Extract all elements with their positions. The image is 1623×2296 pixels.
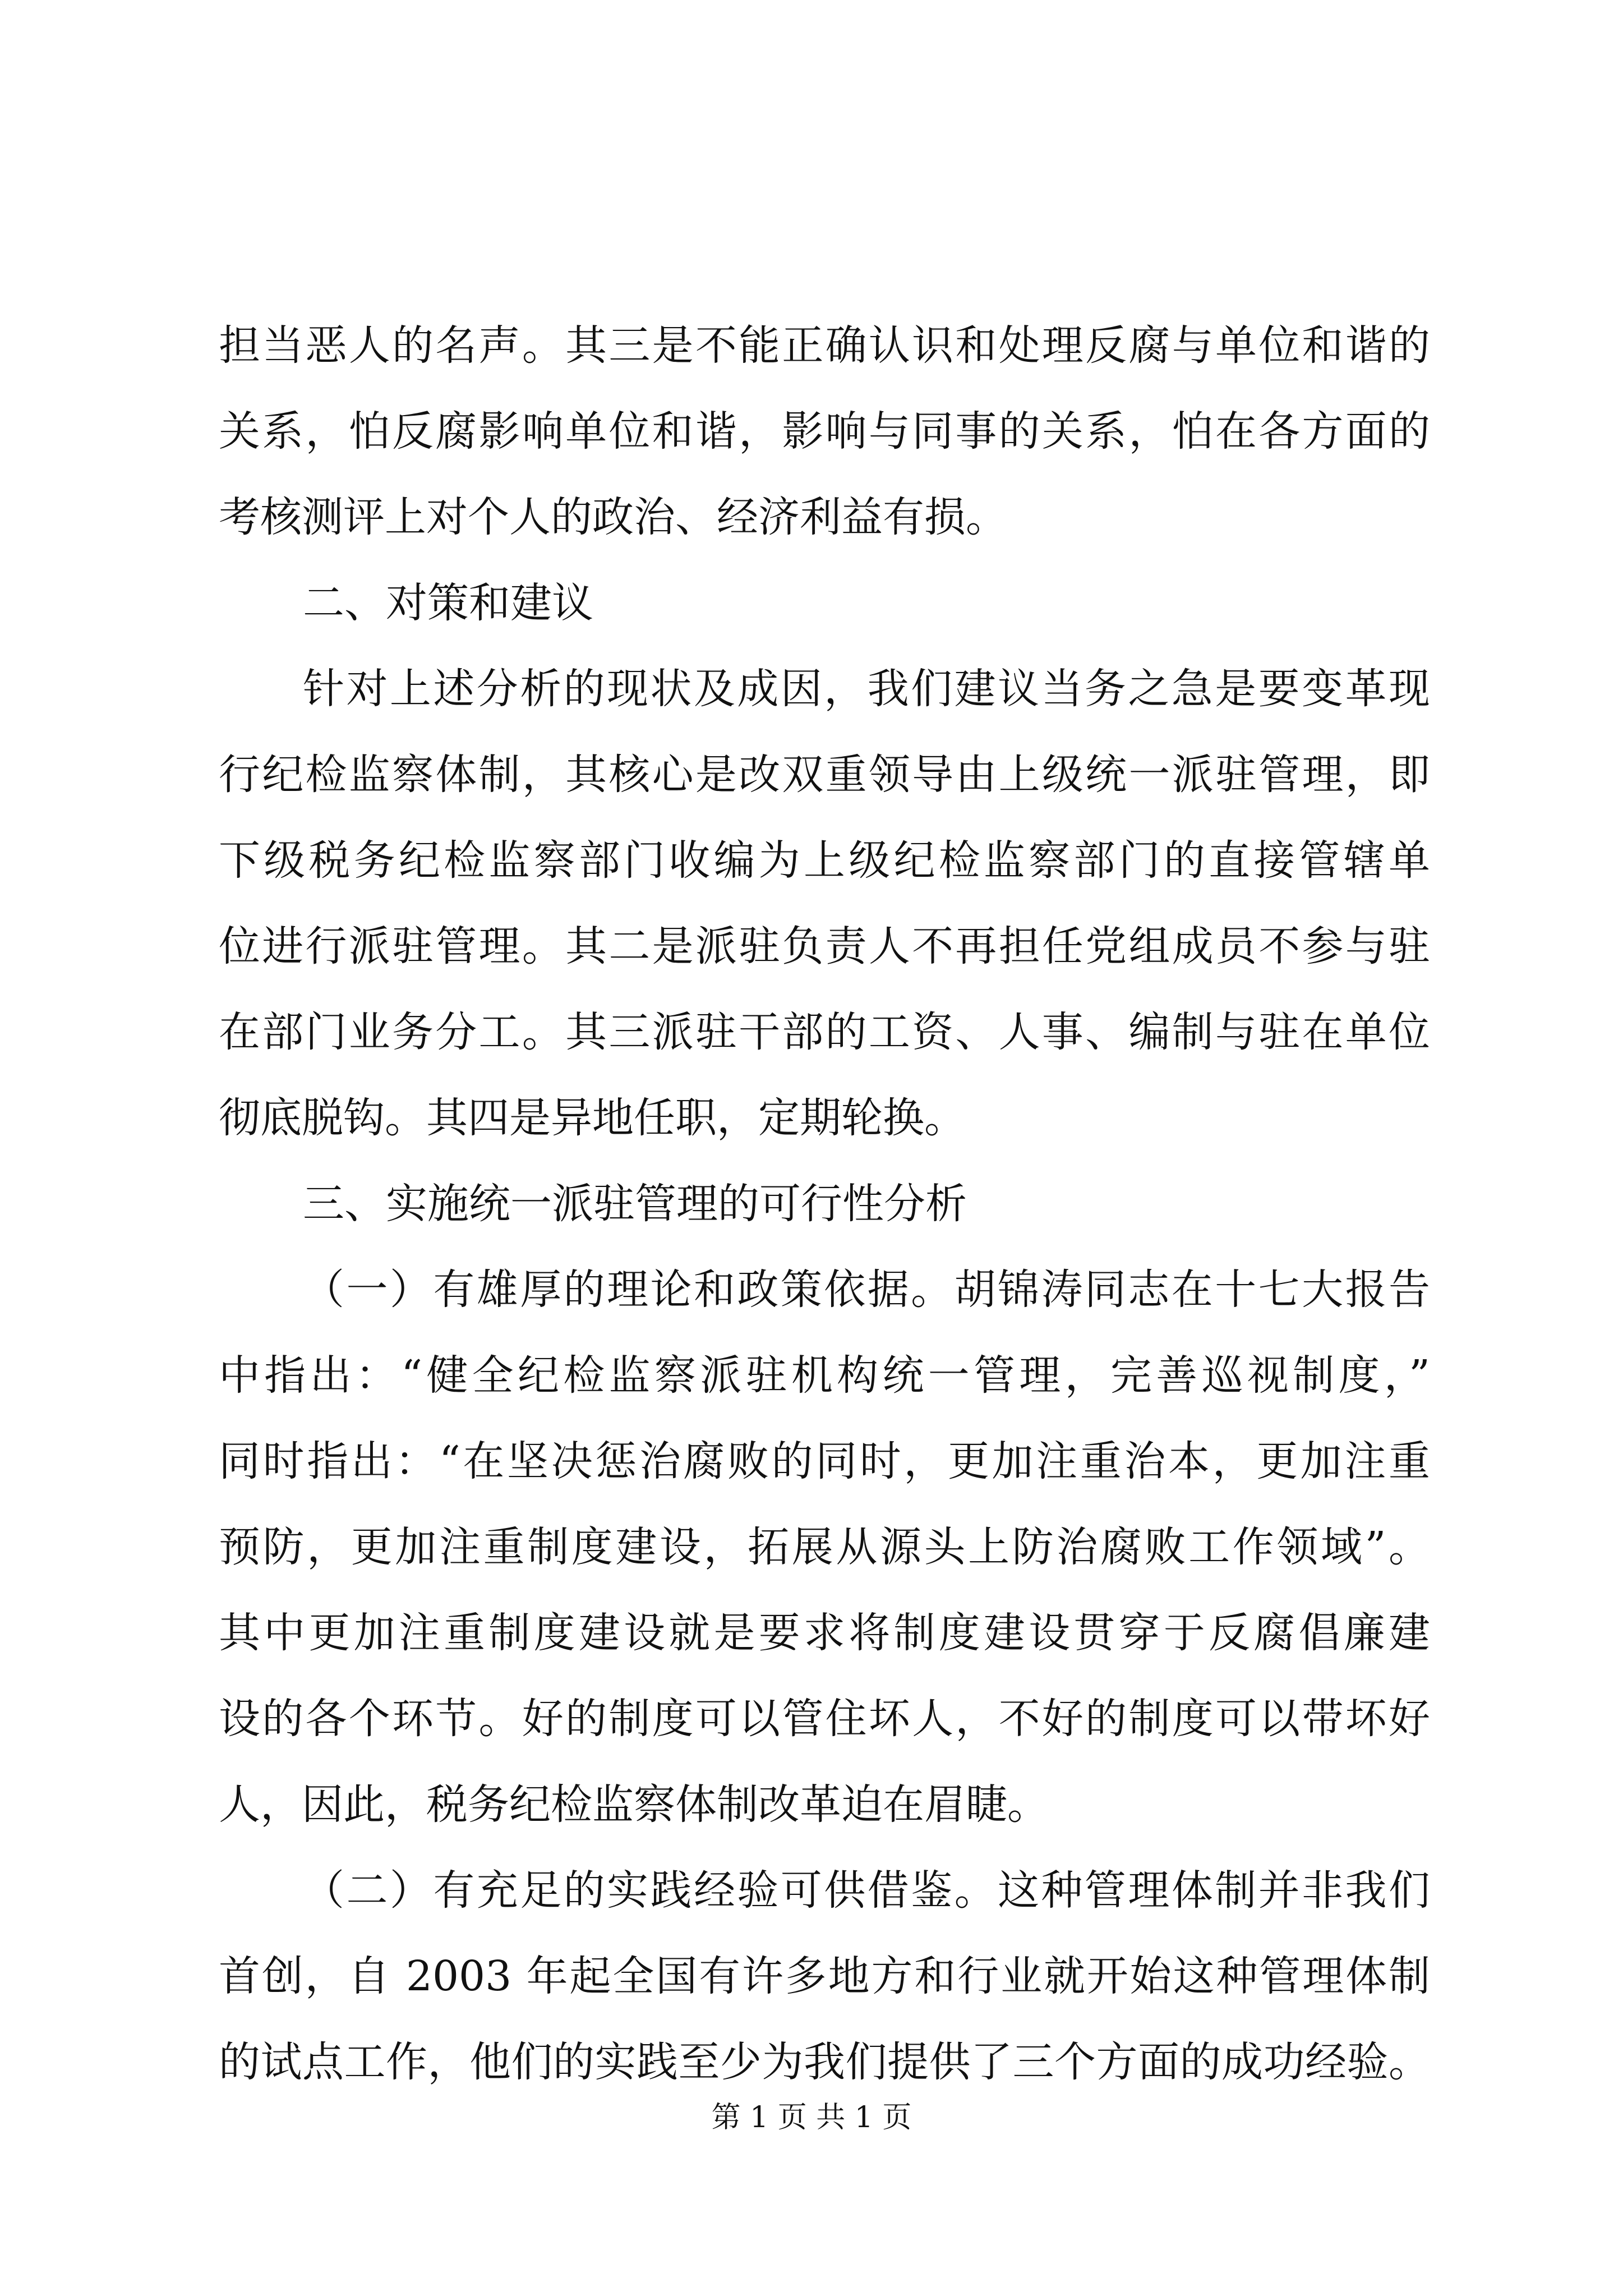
page-number-label: 第 1 页 共 1 页	[711, 2101, 912, 2134]
paragraph-line: 人，因此，税务纪检监察体制改革迫在眉睫。	[219, 1780, 1049, 1829]
paragraph-line: 其中更加注重制度建设就是要求将制度建设贯穿于反腐倡廉建	[219, 1609, 1430, 1657]
paragraph-line: 考核测评上对个人的政治、经济利益有损。	[219, 493, 1007, 541]
paragraph-line: 首创，自 2003 年起全国有许多地方和行业就开始这种管理体制	[219, 1952, 1430, 2000]
section-heading: 二、对策和建议	[303, 579, 593, 627]
paragraph-line: 位进行派驻管理。其二是派驻负责人不再担任党组成员不参与驻	[219, 922, 1430, 970]
paragraph-line: 预防，更加注重制度建设，拓展从源头上防治腐败工作领域”。	[219, 1523, 1430, 1571]
section-heading: 三、实施统一派驻管理的可行性分析	[303, 1180, 967, 1228]
page-footer	[0, 2098, 1623, 2137]
paragraph-line: 担当恶人的名声。其三是不能正确认识和处理反腐与单位和谐的	[219, 321, 1430, 370]
paragraph-line: 在部门业务分工。其三派驻干部的工资、人事、编制与驻在单位	[219, 1008, 1430, 1056]
paragraph-line: 关系，怕反腐影响单位和谐，影响与同事的关系，怕在各方面的	[219, 407, 1430, 455]
paragraph-line: 同时指出：“在坚决惩治腐败的同时，更加注重治本，更加注重	[219, 1437, 1430, 1485]
paragraph-line: 彻底脱钩。其四是异地任职，定期轮换。	[219, 1094, 966, 1142]
paragraph-line: 下级税务纪检监察部门收编为上级纪检监察部门的直接管辖单	[219, 836, 1430, 885]
paragraph-line: 行纪检监察体制，其核心是改双重领导由上级统一派驻管理，即	[219, 751, 1430, 799]
paragraph-line: 设的各个环节。好的制度可以管住坏人，不好的制度可以带坏好	[219, 1695, 1430, 1743]
paragraph-line: （二）有充足的实践经验可供借鉴。这种管理体制并非我们	[303, 1866, 1430, 1915]
paragraph-line: 中指出：“健全纪检监察派驻机构统一管理，完善巡视制度，”	[219, 1351, 1430, 1400]
paragraph-line: 的试点工作，他们的实践至少为我们提供了三个方面的成功经验。	[219, 2038, 1430, 2086]
paragraph-line: （一）有雄厚的理论和政策依据。胡锦涛同志在十七大报告	[303, 1266, 1430, 1314]
document-body	[219, 303, 1430, 2105]
paragraph-line: 针对上述分析的现状及成因，我们建议当务之急是要变革现	[303, 665, 1430, 713]
